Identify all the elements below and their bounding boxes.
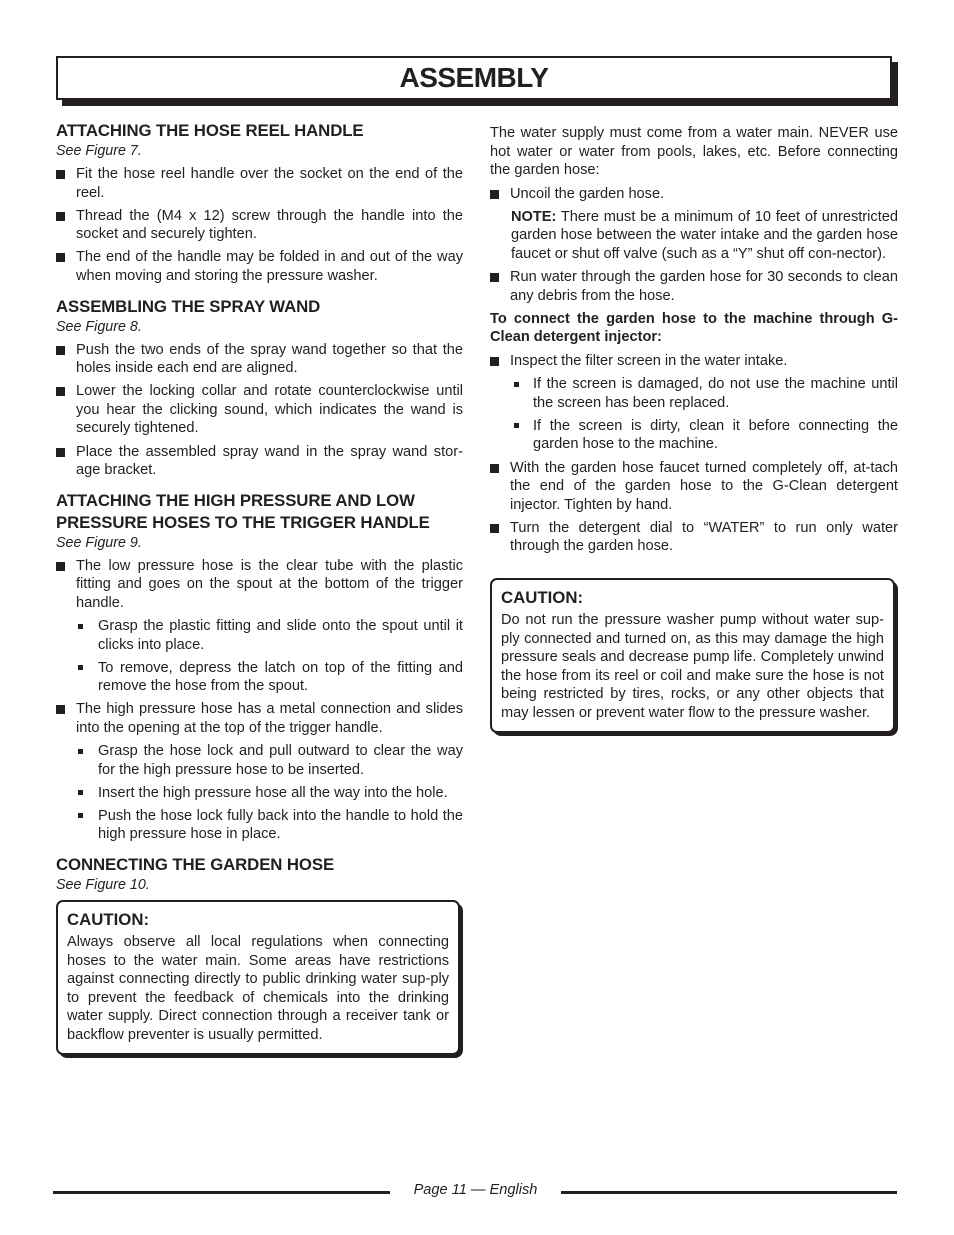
title-box xyxy=(56,56,892,100)
bullet-item: Thread the (M4 x 12) screw through the handle into the socket and securely tighten. xyxy=(56,207,463,244)
sub-bullet-item: If the screen is dirty, clean it before connecting the garden hose to the machine. xyxy=(490,417,898,454)
section-trigger-handle-hoses xyxy=(56,490,463,844)
caution-text: Always observe all local regulations when connecting hoses to the water main. Some areas have restrictions against connecting directly to public drinking water sup-ply to prevent the feedback of chemicals into the drinking water supply. Direct connection through a receiver tank or backflow preventer is usually permitted. xyxy=(67,934,449,1043)
bullet-item: Run water through the garden hose for 30 seconds to clean any debris from the hose. xyxy=(490,268,898,305)
bullet-item: Fit the hose reel handle over the socket on the end of the reel. xyxy=(56,165,463,202)
page-number: Page 11 — English xyxy=(413,1182,538,1198)
sub-bullet-item: To remove, depress the latch on top of the fitting and remove the hose from the spout. xyxy=(56,659,463,696)
sub-bullet-item: If the screen is damaged, do not use the machine until the screen has been replaced. xyxy=(490,375,898,412)
bullet-item: The low pressure hose is the clear tube with the plastic fitting and goes on the spout at the bottom of the trigger handle. xyxy=(56,557,463,613)
left-column xyxy=(56,120,463,1055)
figure-reference: See Figure 7. xyxy=(56,143,142,159)
bullet-item: Place the assembled spray wand in the spray wand stor-age bracket. xyxy=(56,443,463,480)
figure-reference: See Figure 8. xyxy=(56,318,142,335)
section-heading: CONNECTING THE GARDEN HOSE xyxy=(56,855,335,875)
sub-bullet-item: Grasp the hose lock and pull outward to clear the way for the high pressure hose to be inserted. xyxy=(56,742,463,779)
footer-rule-left xyxy=(53,1191,390,1194)
section-hose-reel-handle xyxy=(56,120,463,286)
bullet-item: The end of the handle may be folded in and out of the way when moving and storing the pressure washer. xyxy=(56,248,463,285)
caution-box-left xyxy=(56,900,460,1055)
caution-title: CAUTION: xyxy=(67,910,150,930)
note-paragraph xyxy=(490,208,898,264)
sub-bullet-item: Push the hose lock fully back into the handle to hold the high pressure hose in place. xyxy=(56,807,463,844)
sub-bullet-item: Grasp the plastic fitting and slide onto the spout until it clicks into place. xyxy=(56,617,463,654)
bullet-item: Inspect the filter screen in the water intake. xyxy=(490,352,898,371)
bullet-item: Lower the locking collar and rotate counterclockwise until you hear the clicking sound, which indicates the wand is securely tightened. xyxy=(56,382,463,438)
caution-box-body xyxy=(490,578,895,733)
caution-box-right xyxy=(490,578,895,733)
section-heading: ATTACHING THE HOSE REEL HANDLE xyxy=(56,121,364,140)
title-banner xyxy=(56,56,898,106)
bullet-item: The high pressure hose has a metal connection and slides into the opening at the top of the trigger handle. xyxy=(56,700,463,737)
sub-bullet-item: Insert the high pressure hose all the way into the hole. xyxy=(56,784,463,803)
caution-title: CAUTION: xyxy=(501,587,584,607)
note-text: There must be a minimum of 10 feet of unrestricted garden hose between the water intake and the garden hose faucet or shut off valve (such as a “Y” shut off con-nector). xyxy=(511,208,898,263)
bullet-item: Push the two ends of the spray wand together so that the holes inside each end are aligned. xyxy=(56,341,463,378)
bullet-item: Turn the detergent dial to “WATER” to run only water through the garden hose. xyxy=(490,519,898,556)
caution-box-body xyxy=(56,900,460,1055)
section-heading: ASSEMBLING THE SPRAY WAND xyxy=(56,296,321,316)
section-garden-hose xyxy=(56,854,463,894)
figure-reference: See Figure 10. xyxy=(56,877,150,894)
bullet-item: Uncoil the garden hose. xyxy=(490,185,898,204)
intro-paragraph: The water supply must come from a water main. NEVER use hot water or water from pools, lakes, etc. Before connecting the garden hose: xyxy=(490,125,898,179)
section-heading: ATTACHING THE HIGH PRESSURE AND LOW PRESSURE HOSES TO THE TRIGGER HANDLE xyxy=(56,490,430,532)
connect-instruction: To connect the garden hose to the machine through G-Clean detergent injector: xyxy=(490,310,898,346)
right-column xyxy=(490,124,898,733)
bullet-item: With the garden hose faucet turned completely off, at-tach the end of the garden hose to the G-Clean detergent injector. Tighten by hand. xyxy=(490,459,898,515)
page-title: ASSEMBLY xyxy=(399,62,549,93)
footer-rule-right xyxy=(561,1191,897,1194)
caution-text: Do not run the pressure washer pump without water sup-ply connected and turned on, as this may damage the high pressure seals and decrease pump life. Completely unwind the hose from its reel or coil and make sure the hose is not being restricted by tires, rocks, or any other objects that may lessen or prevent water flow to the pressure washer. xyxy=(501,611,884,721)
page-footer xyxy=(53,1180,897,1204)
note-label: NOTE: xyxy=(511,208,557,225)
figure-reference: See Figure 9. xyxy=(56,534,142,551)
section-spray-wand xyxy=(56,296,463,480)
